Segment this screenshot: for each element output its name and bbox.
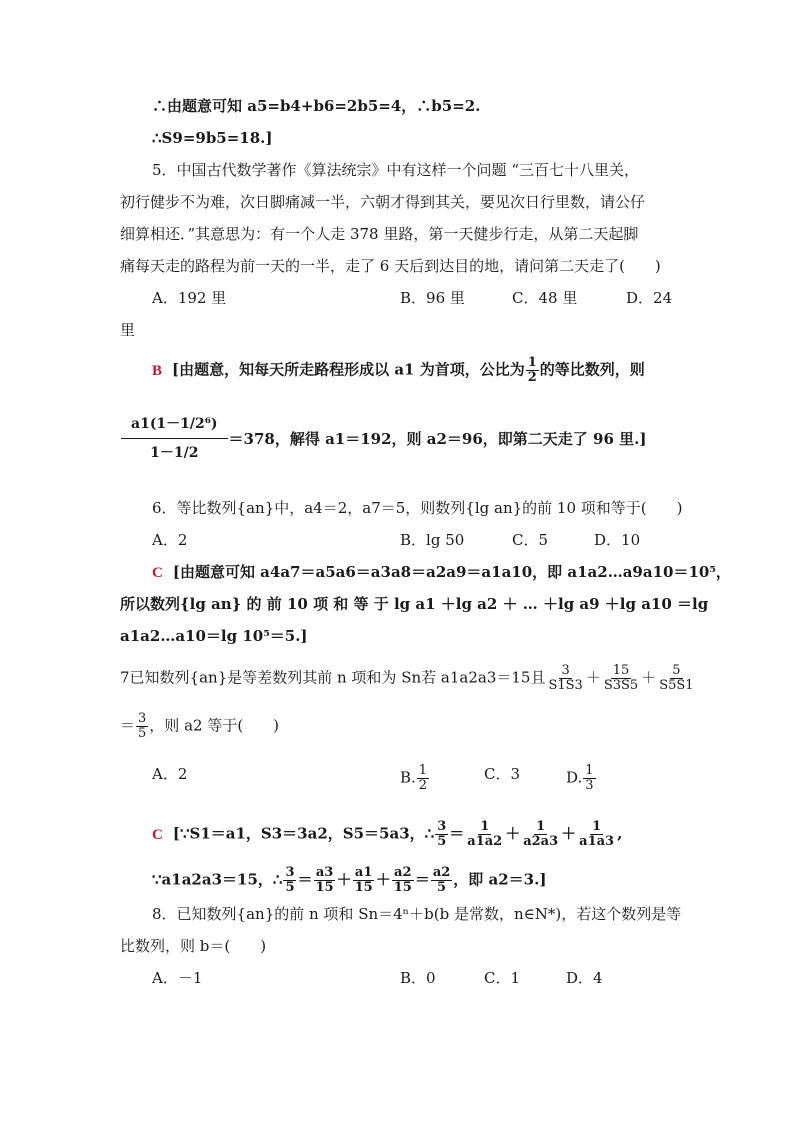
q5-answer-letter: B — [152, 362, 163, 379]
q7-answer-letter: C — [152, 826, 163, 843]
fraction: $\frac{1}{a2a3}$ — [523, 819, 559, 849]
q6-solution-line-3: a1a2…a10＝lg 10⁵＝5.] — [120, 627, 308, 645]
q7-solution-line-1: C [∵S1＝a1，S3＝3a2，S5＝5a3，∴ $\frac{3}{5}$ ＝ $\frac{1}{a1a2}$ ＋ $\frac{1}{a2a3}$ ＋ $\frac{1}{a1a3}$ , — [152, 819, 623, 849]
q7-option-b: B. $\frac{1}{2}$ — [400, 763, 428, 793]
q8-option-b: B．0 — [400, 969, 436, 987]
q6-option-d: D．10 — [594, 531, 641, 549]
q7-option-a: A．2 — [152, 765, 188, 783]
fraction: $\frac{1}{3}$ — [585, 763, 594, 793]
fraction: $\frac{1}{a1a3}$ — [579, 819, 615, 849]
q5-line-2: 初行健步不为难，次日脚痛减一半，六朝才得到其关，要见次日行里数，请公仔 — [120, 193, 646, 211]
q7-option-d: D. $\frac{1}{3}$ — [566, 763, 594, 793]
q8-option-a: A．－1 — [152, 969, 203, 987]
q6-option-a: A．2 — [152, 531, 188, 549]
q6-option-c: C．5 — [512, 531, 549, 549]
fraction: $\frac{3}{S1S3}$ — [548, 663, 583, 693]
q7-line-1: 7已知数列{an}是等差数列其前 n 项和为 Sn若 a1a2a3＝15且 $\frac{3}{S1S3}$ ＋ $\frac{15}{S3S5}$ ＋ $\frac{5}{S5S1}$ — [120, 663, 694, 693]
q6-line-1: 6．等比数列{an}中，a4＝2，a7＝5，则数列{lg an}的前 10 项和等于( ) — [152, 499, 683, 517]
fraction: $\frac{a2}{5}$ — [432, 865, 451, 895]
prev-solution-line-1: ∴由题意可知 a5=b4+b6=2b5=4，∴b5=2. — [152, 97, 481, 115]
q7-option-c: C．3 — [484, 765, 521, 783]
q6-solution-line-2: 所以数列{lg an} 的 前 10 项 和 等 于 lg a1 ＋lg a2 ＋ … ＋lg a9 ＋lg a10 ＝lg — [120, 595, 709, 613]
fraction: $\frac{1}{2}$ — [527, 355, 537, 385]
q5-solution-line-1: B [由题意，知每天所走路程形成以 a1 为首项，公比为 $\frac{1}{2}$ 的等比数列，则 — [152, 355, 645, 385]
q6-option-b: B．lg 50 — [400, 531, 465, 549]
q6-answer-letter: C — [152, 565, 163, 581]
fraction: $\frac{1}{a1a2}$ — [467, 819, 503, 849]
q5-line-4: 痛每天走的路程为前一天的一半，走了 6 天后到达目的地，请问第二天走了( ) — [120, 257, 661, 275]
q5-option-d-wrap: 里 — [120, 321, 136, 339]
fraction: $\frac{15}{S3S5}$ — [603, 663, 639, 693]
fraction: $\frac{3}{5}$ — [285, 865, 295, 895]
fraction: $\frac{a1}{15}$ — [354, 865, 373, 895]
fraction: $\frac{3}{5}$ — [437, 819, 447, 849]
q6-solution-line-1: C [由题意可知 a4a7＝a5a6＝a3a8＝a2a9＝a1a10，即 a1a2…a9a10＝10⁵， — [152, 563, 731, 581]
fraction: $\frac{1}{2}$ — [418, 763, 428, 793]
q7-line-2: ＝ $\frac{3}{5}$ ，则 a2 等于( ) — [120, 711, 280, 741]
q5-solution-line-2: $\frac{\text{a1(1－1/2⁶)}}{1-1/2}$ ＝378，解得 a1＝192，则 a2＝96，即第二天走了 96 里.] — [120, 410, 646, 467]
q8-option-c: C．1 — [484, 969, 521, 987]
q5-option-c: C．48 里 — [512, 289, 578, 307]
q5-option-b: B．96 里 — [400, 289, 465, 307]
fraction: $\frac{a2}{15}$ — [393, 865, 412, 895]
big-fraction: $\frac{\text{a1(1－1/2⁶)}}{1-1/2}$ — [121, 410, 228, 467]
q7-solution-line-2: ∵a1a2a3＝15，∴ $\frac{3}{5}$ ＝ $\frac{a3}{15}$ ＋ $\frac{a1}{15}$ ＋ $\frac{a2}{15}$ ＝ $\frac{a2}{5}$ ，即 a2＝3.] — [152, 865, 547, 895]
q5-option-a: A．192 里 — [152, 289, 227, 307]
prev-solution-line-2: ∴S9=9b5=18.] — [152, 129, 273, 147]
fraction: $\frac{a3}{15}$ — [315, 865, 334, 895]
q5-line-3: 细算相还．”其意思为：有一个人走 378 里路，第一天健步行走，从第二天起脚 — [120, 225, 639, 243]
q8-option-d: D．4 — [566, 969, 603, 987]
fraction: $\frac{3}{5}$ — [138, 711, 147, 741]
q5-line-1: 5．中国古代数学著作《算法统宗》中有这样一个问题 “三百七十八里关， — [152, 161, 639, 179]
fraction: $\frac{5}{S5S1}$ — [659, 663, 694, 693]
q8-line-1: 8．已知数列{an}的前 n 项和 Sn＝4ⁿ＋b(b 是常数，n∈N*)，若这个数列是等 — [152, 905, 682, 923]
q8-line-2: 比数列，则 b＝( ) — [120, 937, 267, 955]
q5-option-d: D．24 — [626, 289, 673, 307]
